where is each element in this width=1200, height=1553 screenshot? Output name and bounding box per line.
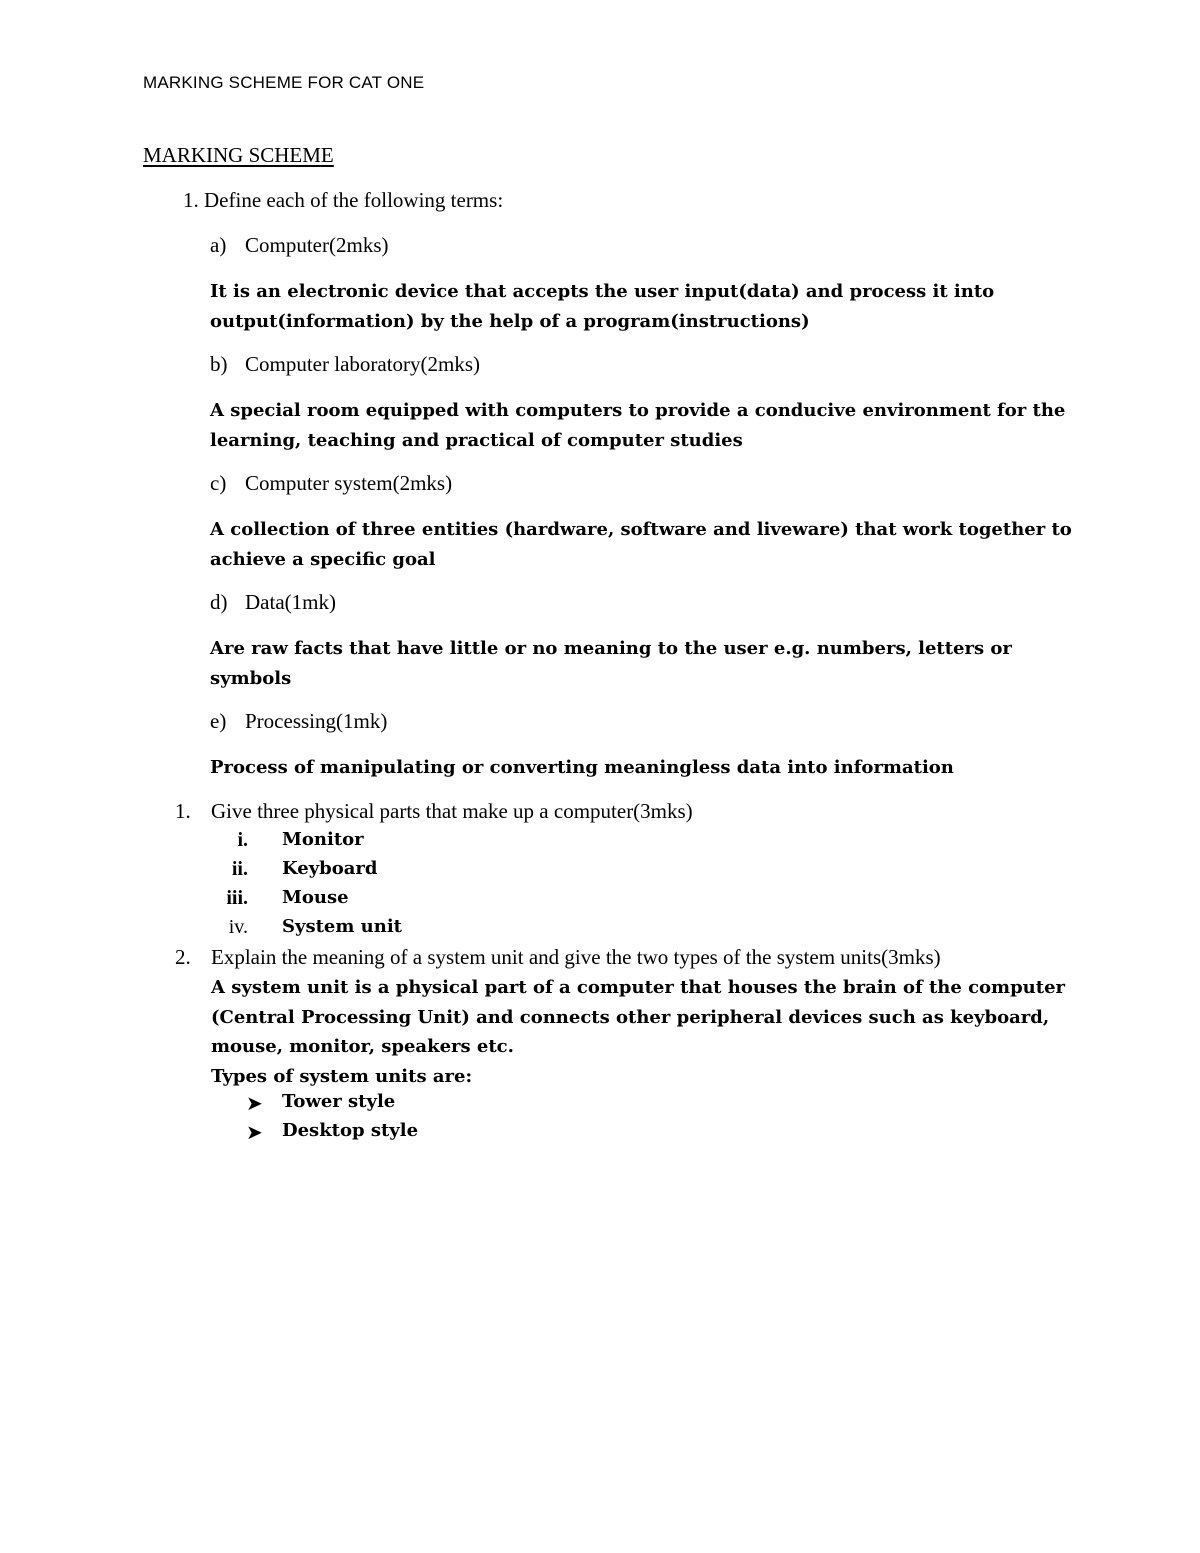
answer-line: Are raw facts that have little or no meaning to the user e.g. numbers, letters or [210, 638, 1012, 659]
term-computer: Computer(2mks) [245, 233, 389, 257]
document-title: MARKING SCHEME [143, 143, 334, 167]
answer-processing [210, 753, 954, 783]
question-number-system-unit: 2. [175, 945, 191, 969]
list-item-mouse: Mouse [282, 887, 349, 908]
arrow-bullet-icon: ➤ [246, 1091, 263, 1115]
answer-line: learning, teaching and practical of computer studies [210, 429, 743, 451]
term-computer-laboratory: Computer laboratory(2mks) [245, 352, 481, 376]
question-1 [183, 188, 503, 213]
answer-line: Process of manipulating or converting meaningless data into information [210, 757, 954, 778]
list-item-monitor: Monitor [282, 829, 364, 850]
question-prompt: Define each of the following terms: [204, 188, 504, 212]
answer-line: mouse, monitor, speakers etc. [211, 1036, 514, 1057]
answer-line: A special room equipped with computers to provide a conducive environment for the [210, 400, 1066, 421]
list-marker-i: i. [237, 829, 248, 851]
answer-line: output(information) by the help of a program(instructions) [210, 310, 810, 332]
term-computer-system: Computer system(2mks) [245, 471, 453, 495]
answer-data [210, 634, 1012, 693]
item-marker-c: c) [210, 471, 227, 495]
answer-line: symbols [210, 667, 292, 689]
answer-system-unit [211, 973, 1065, 1091]
item-marker-b: b) [210, 352, 228, 376]
bullet-desktop-style: Desktop style [282, 1120, 419, 1141]
item-marker-e: e) [210, 709, 227, 733]
question-physical-parts: Give three physical parts that make up a computer(3mks) [211, 799, 693, 823]
term-data: Data(1mk) [245, 590, 336, 614]
answer-line: Types of system units are: [211, 1065, 473, 1087]
bullet-tower-style: Tower style [282, 1091, 396, 1112]
term-processing: Processing(1mk) [245, 709, 388, 733]
item-marker-d: d) [210, 590, 228, 614]
answer-computer-laboratory [210, 396, 1065, 455]
answer-line: achieve a specific goal [210, 548, 436, 570]
answer-line: (Central Processing Unit) and connects other peripheral devices such as keyboard, [211, 1006, 1050, 1028]
list-item-keyboard: Keyboard [282, 858, 378, 879]
arrow-bullet-icon: ➤ [246, 1120, 263, 1144]
list-marker-iii: iii. [226, 887, 248, 909]
question-system-unit: Explain the meaning of a system unit and give the two types of the system units(3mks) [211, 945, 941, 969]
answer-line: A system unit is a physical part of a computer that houses the brain of the computer [211, 977, 1066, 998]
page-header: MARKING SCHEME FOR CAT ONE [143, 73, 425, 92]
answer-computer-system [210, 515, 1072, 574]
answer-line: It is an electronic device that accepts the user input(data) and process it into [210, 281, 995, 302]
question-number-physical-parts: 1. [175, 799, 191, 823]
item-marker-a: a) [210, 233, 227, 257]
list-item-system-unit: System unit [282, 916, 402, 937]
list-marker-iv: iv. [228, 916, 248, 938]
question-number: 1. [183, 188, 199, 212]
list-marker-ii: ii. [231, 858, 248, 880]
answer-computer [210, 277, 994, 336]
answer-line: A collection of three entities (hardware, software and liveware) that work together to [210, 519, 1072, 540]
